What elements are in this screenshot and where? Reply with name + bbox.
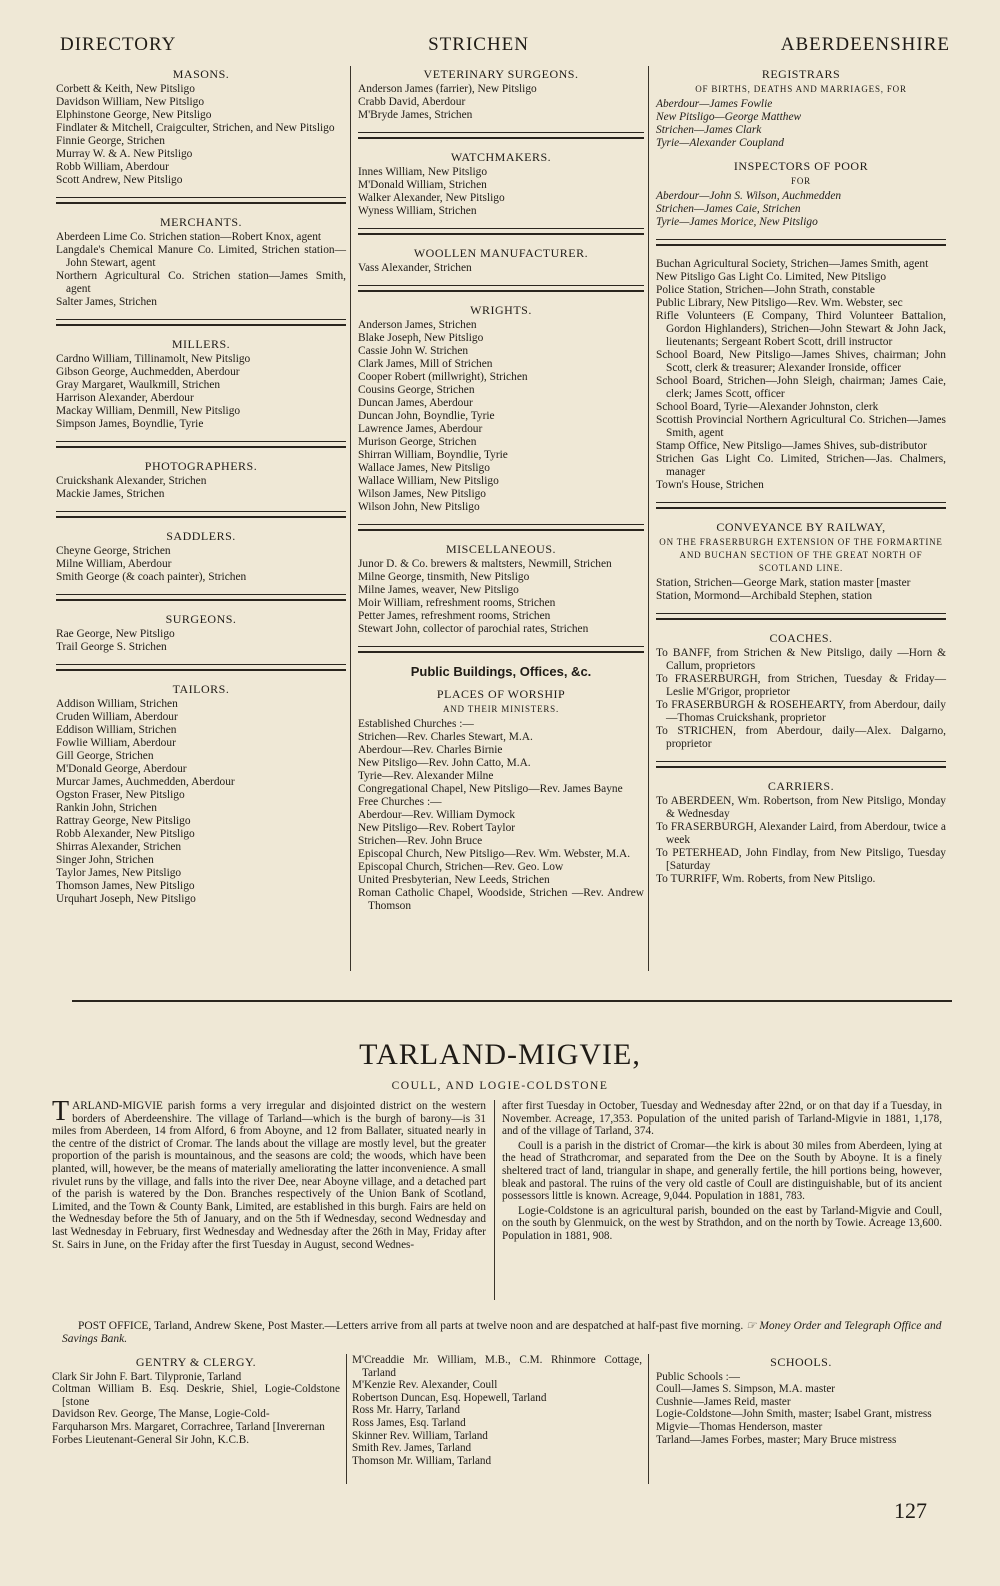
section-divider	[656, 239, 946, 246]
section-title: WATCHMAKERS.	[450, 150, 552, 164]
carrier-entry: To TURRIFF, Wm. Roberts, from New Pitsligo.	[656, 873, 876, 885]
directory-entry: Salter James, Strichen	[56, 296, 157, 308]
directory-entry: Anderson James, Strichen	[358, 319, 477, 331]
section-title: MASONS.	[172, 67, 230, 81]
gentry-entry: M'Creaddie Mr. William, M.B., C.M. Rhinmore Cottage, Tarland	[352, 1354, 642, 1379]
public-office-entry: Town's House, Strichen	[656, 479, 764, 491]
gentry-entry: Thomson Mr. William, Tarland	[352, 1454, 492, 1467]
directory-entry: Finnie George, Strichen	[56, 135, 165, 147]
gentry-column-2	[352, 1354, 642, 1467]
inspector-entry: Aberdour—John S. Wilson, Auchmedden	[656, 190, 842, 202]
tarland-paragraph-continued: after first Tuesday in October, Tuesday and Wednesday after 22nd, or on that day if a Tuesday, in November. Acreage, 17,353. Population of the united parish of Tarland-Migvie in 1881, 1,178, and of the village of Tarland, 374.	[502, 1100, 942, 1138]
post-office-notice	[62, 1320, 942, 1346]
directory-entry: Wallace James, New Pitsligo	[358, 462, 490, 474]
worship-subtitle: AND THEIR MINISTERS.	[442, 704, 560, 714]
school-entry: Cushnie—James Reid, master	[656, 1395, 791, 1408]
directory-entry: Cousins George, Strichen	[358, 384, 475, 396]
directory-entry: Taylor James, New Pitsligo	[56, 867, 182, 879]
directory-entry: Cruickshank Alexander, Strichen	[56, 475, 207, 487]
directory-entry: Stewart John, collector of parochial rates, Strichen	[358, 623, 589, 635]
railway-entry: Station, Strichen—George Mark, station master [master	[656, 577, 911, 589]
directory-entry: Rankin John, Strichen	[56, 802, 157, 814]
section-rule	[72, 1000, 952, 1002]
directory-entry: Wilson John, New Pitsligo	[358, 501, 480, 513]
gentry-title: GENTRY & CLERGY.	[135, 1355, 257, 1369]
worship-entry: Congregational Chapel, New Pitsligo—Rev. James Bayne	[358, 783, 623, 795]
public-office-entry: Strichen Gas Light Co. Limited, Strichen—Jas. Chalmers, manager	[656, 453, 946, 478]
directory-entry: Scott Andrew, New Pitsligo	[56, 174, 183, 186]
worship-entry: Strichen—Rev. John Bruce	[358, 835, 483, 847]
column-rule	[648, 1354, 649, 1484]
school-entry: Migvie—Thomas Henderson, master	[656, 1420, 823, 1433]
directory-entry: Lawrence James, Aberdour	[358, 423, 483, 435]
column-rule	[350, 66, 351, 971]
section-divider	[358, 646, 644, 653]
directory-entry: Thomson James, New Pitsligo	[56, 880, 195, 892]
public-office-entry: Buchan Agricultural Society, Strichen—James Smith, agent	[656, 258, 929, 270]
school-entry: Coull—James S. Simpson, M.A. master	[656, 1383, 836, 1396]
carrier-entry: To PETERHEAD, John Findlay, from New Pitsligo, Tuesday [Saturday	[656, 847, 946, 872]
section-title: MISCELLANEOUS.	[445, 542, 556, 556]
parish-title: TARLAND-MIGVIE,	[359, 1038, 641, 1071]
worship-entry: Roman Catholic Chapel, Woodside, Strichen —Rev. Andrew Thomson	[358, 887, 644, 912]
worship-entry: Aberdour—Rev. William Dymock	[358, 809, 516, 821]
directory-entry: Simpson James, Boyndlie, Tyrie	[56, 418, 204, 430]
section-divider	[56, 197, 346, 204]
worship-entry: Tyrie—Rev. Alexander Milne	[358, 770, 494, 782]
directory-entry: Corbett & Keith, New Pitsligo	[56, 83, 195, 95]
inspector-entry: Strichen—James Caie, Strichen	[656, 203, 801, 215]
section-divider	[56, 594, 346, 601]
public-buildings-heading: Public Buildings, Offices, &c.	[410, 664, 592, 679]
registrar-entry: Aberdour—James Fowlie	[656, 98, 773, 110]
worship-entry: Established Churches :—	[358, 718, 474, 730]
directory-entry: M'Donald William, Strichen	[358, 179, 487, 191]
column-rule	[648, 66, 649, 971]
section-divider	[358, 285, 644, 292]
directory-entry: Addison William, Strichen	[56, 698, 178, 710]
directory-entry: Aberdeen Lime Co. Strichen station—Robert Knox, agent	[56, 231, 322, 243]
section-title: PHOTOGRAPHERS.	[144, 459, 258, 473]
gentry-column-1	[52, 1354, 340, 1446]
directory-entry: Murray W. & A. New Pitsligo	[56, 148, 193, 160]
registrar-entry: Strichen—James Clark	[656, 124, 762, 136]
directory-entry: Rattray George, New Pitsligo	[56, 815, 191, 827]
schools-column	[656, 1354, 946, 1446]
header-right: ABERDEENSHIRE	[780, 34, 950, 55]
gentry-entry: Farquharson Mrs. Margaret, Corrachree, Tarland [Inverernan	[52, 1420, 325, 1433]
directory-entry: Moir William, refreshment rooms, Strichen	[358, 597, 556, 609]
directory-entry: Cooper Robert (millwright), Strichen	[358, 371, 528, 383]
gentry-entry: M'Kenzie Rev. Alexander, Coull	[352, 1379, 498, 1392]
directory-entry: Gibson George, Auchmedden, Aberdour	[56, 366, 240, 378]
public-office-entry: Public Library, New Pitsligo—Rev. Wm. Webster, sec	[656, 297, 903, 309]
directory-entry: Cruden William, Aberdour	[56, 711, 178, 723]
public-office-entry: New Pitsligo Gas Light Co. Limited, New Pitsligo	[656, 271, 887, 283]
directory-entry: Wyness William, Strichen	[358, 205, 477, 217]
gentry-entry: Robertson Duncan, Esq. Hopewell, Tarland	[352, 1391, 547, 1404]
directory-entry: M'Donald George, Aberdour	[56, 763, 187, 775]
gentry-entry: Davidson Rev. George, The Manse, Logie-Cold-	[52, 1408, 270, 1421]
directory-entry: Ogston Fraser, New Pitsligo	[56, 789, 185, 801]
coach-entry: To BANFF, from Strichen & New Pitsligo, daily —Horn & Callum, proprietors	[656, 647, 946, 672]
section-divider	[56, 441, 346, 448]
directory-entry: Petter James, refreshment rooms, Strichen	[358, 610, 551, 622]
public-office-entry: School Board, New Pitsligo—James Shives, chairman; John Scott, clerk & treasurer; Alexander Ironside, officer	[656, 349, 946, 374]
directory-entry: Cheyne George, Strichen	[56, 545, 171, 557]
public-office-entry: Scottish Provincial Northern Agricultural Co. Strichen—James Smith, agent	[656, 414, 946, 439]
directory-entry: Mackay William, Denmill, New Pitsligo	[56, 405, 241, 417]
directory-entry: Walker Alexander, New Pitsligo	[358, 192, 505, 204]
section-title: MERCHANTS.	[159, 215, 242, 229]
section-divider	[358, 228, 644, 235]
carrier-entry: To ABERDEEN, Wm. Robertson, from New Pitsligo, Monday & Wednesday	[656, 795, 946, 820]
section-title: VETERINARY SURGEONS.	[423, 67, 579, 81]
section-title: MILLERS.	[171, 337, 231, 351]
column-rule	[346, 1354, 347, 1484]
directory-entry: Urquhart Joseph, New Pitsligo	[56, 893, 196, 905]
worship-entry: Free Churches :—	[358, 796, 442, 808]
railway-title: CONVEYANCE BY RAILWAY,	[716, 520, 886, 534]
coach-entry: To STRICHEN, from Aberdour, daily—Alex. Dalgarno, proprietor	[656, 725, 946, 750]
section-divider	[358, 524, 644, 531]
column-trades-1	[56, 66, 346, 906]
carriers-title: CARRIERS.	[767, 779, 835, 793]
public-office-entry: Police Station, Strichen—John Strath, constable	[656, 284, 875, 296]
directory-entry: Innes William, New Pitsligo	[358, 166, 488, 178]
gentry-entry: Clark Sir John F. Bart. Tilypronie, Tarland	[52, 1370, 242, 1383]
parish-description-continued	[502, 1100, 942, 1245]
carrier-entry: To FRASERBURGH, Alexander Laird, from Aberdour, twice a week	[656, 821, 946, 846]
public-office-entry: School Board, Tyrie—Alexander Johnston, clerk	[656, 401, 879, 413]
section-divider	[56, 319, 346, 326]
section-divider	[656, 761, 946, 768]
public-office-entry: School Board, Strichen—John Sleigh, chairman; James Caie, clerk; James Scott, officer	[656, 375, 946, 400]
parish-description	[52, 1096, 486, 1253]
directory-entry: Milne James, weaver, New Pitsligo	[358, 584, 519, 596]
running-head	[60, 34, 950, 56]
registrars-title: REGISTRARS	[761, 67, 841, 81]
money-order-note: ☞ Money Order and Telegraph Office and Savings Bank.	[62, 1320, 942, 1345]
post-office-text: POST OFFICE, Tarland, Andrew Skene, Post Master.—Letters arrive from all parts at twelve noon and are despatched at half-past five morning.	[78, 1320, 744, 1332]
section-divider	[56, 511, 346, 518]
worship-title: PLACES OF WORSHIP	[436, 687, 566, 701]
directory-entry: Gray Margaret, Waulkmill, Strichen	[56, 379, 221, 391]
directory-entry: Cardno William, Tillinamolt, New Pitsligo	[56, 353, 251, 365]
worship-entry: United Presbyterian, New Leeds, Strichen	[358, 874, 550, 886]
directory-entry: Vass Alexander, Strichen	[358, 262, 472, 274]
section-divider	[656, 613, 946, 620]
directory-entry: Singer John, Strichen	[56, 854, 154, 866]
logie-coldstone-paragraph: Logie-Coldstone is an agricultural parish, bounded on the east by Tarland-Migvie and Coull, on the south by Glenmuick, on the west by Strathdon, and on the north by Towie. Acreage 13,600. Population in 1881, 908.	[502, 1204, 942, 1242]
directory-entry: M'Bryde James, Strichen	[358, 109, 473, 121]
registrars-subtitle: OF BIRTHS, DEATHS AND MARRIAGES, FOR	[695, 84, 907, 94]
coull-paragraph: Coull is a parish in the district of Cromar—the kirk is about 30 miles from Aberdeen, lying at the head of Strathcromar, and separated from the Dee on the South by Aboyne. It is a finely sheltered tract of land, triangular in shape, and generally fertile, the hill portions being, however, bleak and pastoral. The ruins of the very old castle of Coull are distinguishable, but of its ancient possessors little is known. Acreage, 9,044. Population in 1881, 783.	[502, 1139, 942, 1203]
directory-entry: Davidson William, New Pitsligo	[56, 96, 205, 108]
gentry-entry: Smith Rev. James, Tarland	[352, 1442, 472, 1455]
directory-entry: Duncan John, Boyndlie, Tyrie	[358, 410, 495, 422]
column-trades-2	[358, 66, 644, 913]
school-entry: Logie-Coldstone—John Smith, master; Isabel Grant, mistress	[656, 1408, 932, 1421]
directory-entry: Milne William, Aberdour	[56, 558, 172, 570]
registrar-entry: New Pitsligo—George Matthew	[656, 111, 802, 123]
worship-entry: Aberdour—Rev. Charles Birnie	[358, 744, 503, 756]
section-divider	[656, 502, 946, 509]
inspectors-subtitle: FOR	[791, 176, 811, 186]
column-public	[656, 66, 946, 886]
railway-subtitle: ON THE FRASERBURGH EXTENSION OF THE FORMARTINE AND BUCHAN SECTION OF THE GREAT NORTH OF SCOTLAND LINE.	[659, 537, 943, 573]
directory-entry: Langdale's Chemical Manure Co. Limited, Strichen station—John Stewart, agent	[56, 244, 346, 269]
schools-title: SCHOOLS.	[770, 1355, 832, 1369]
directory-entry: Rae George, New Pitsligo	[56, 628, 175, 640]
coach-entry: To FRASERBURGH, from Strichen, Tuesday & Friday—Leslie M'Grigor, proprietor	[656, 673, 946, 698]
directory-entry: Trail George S. Strichen	[56, 641, 167, 653]
directory-entry: Gill George, Strichen	[56, 750, 154, 762]
tarland-paragraph: ARLAND-MIGVIE parish forms a very irregular and disjointed district on the western borders of Aberdeenshire. The village of Tarland—which is the burgh of barony—is 31 miles from Aberdeen, 14 from Alford, 6 from Aboyne, and 12 from Ballater, situated nearly in the centre of the district of Cromar. The lands about the village are mostly level, but the greater proportion of the parish is mountainous, and the seasons are cold; the woods, which have been planted, will, however, be the means of materially ameliorating the latter inconvenience. A small rivulet runs by the village, and falls into the river Dee, near Aboyne village, and a detached part of the parish is watered by the Don. Branches respectively of the Union Bank of Scotland, Limited, and the Town & County Bank, Limited, are established in this burgh. Fairs are held on the Wednesday before the 5th of January, and on the 5th if Wednesday, second Wednesday and last Wednesday in February, first Wednesday and Wednesday after the 26th in May, Friday after St. Sairs in June, on the Friday after the first Tuesday in August, second Wednes-	[52, 1100, 486, 1251]
gentry-columns	[52, 1354, 952, 1514]
public-office-entry: Stamp Office, New Pitsligo—James Shives, sub-distributor	[656, 440, 927, 452]
gentry-entry: Skinner Rev. William, Tarland	[352, 1429, 488, 1442]
gentry-entry: Coltman William B. Esq. Deskrie, Shiel, Logie-Coldstone [stone	[52, 1383, 340, 1408]
directory-entry: Cassie John W. Strichen	[358, 345, 469, 357]
directory-entry: Shirras Alexander, Strichen	[56, 841, 182, 853]
section-title: WOOLLEN MANUFACTURER.	[413, 246, 589, 260]
section-title: WRIGHTS.	[470, 303, 532, 317]
directory-entry: Wilson James, New Pitsligo	[358, 488, 486, 500]
directory-entry: Blake Joseph, New Pitsligo	[358, 332, 484, 344]
section-title: SADDLERS.	[166, 529, 236, 543]
directory-entry: Duncan James, Aberdour	[358, 397, 473, 409]
inspector-entry: Tyrie—James Morice, New Pitsligo	[656, 216, 818, 228]
directory-entry: Murcar James, Auchmedden, Aberdour	[56, 776, 235, 788]
directory-entry: Findlater & Mitchell, Craigculter, Strichen, and New Pitsligo	[56, 122, 335, 134]
page-number: 127	[894, 1498, 927, 1523]
directory-entry: Mackie James, Strichen	[56, 488, 165, 500]
directory-entry: Anderson James (farrier), New Pitsligo	[358, 83, 537, 95]
directory-entry: Northern Agricultural Co. Strichen station—James Smith, agent	[56, 270, 346, 295]
drop-cap: T	[52, 1096, 70, 1127]
coach-entry: To FRASERBURGH & ROSEHEARTY, from Aberdour, daily—Thomas Cruickshank, proprietor	[656, 699, 946, 724]
worship-entry: New Pitsligo—Rev. John Catto, M.A.	[358, 757, 531, 769]
registrar-entry: Tyrie—Alexander Coupland	[656, 137, 784, 149]
worship-entry: Episcopal Church, New Pitsligo—Rev. Wm. Webster, M.A.	[358, 848, 631, 860]
gentry-entry: Ross James, Esq. Tarland	[352, 1416, 466, 1429]
coaches-title: COACHES.	[769, 631, 833, 645]
column-rule	[494, 1100, 495, 1300]
section-divider	[358, 132, 644, 139]
directory-entry: Robb William, Aberdour	[56, 161, 169, 173]
parish-subtitle: COULL, AND LOGIE-COLDSTONE	[391, 1080, 609, 1092]
gentry-entry: Ross Mr. Harry, Tarland	[352, 1404, 460, 1417]
directory-entry: Murison George, Strichen	[358, 436, 477, 448]
directory-entry: Fowlie William, Aberdour	[56, 737, 176, 749]
header-center: STRICHEN	[428, 34, 529, 55]
directory-entry: Crabb David, Aberdour	[358, 96, 466, 108]
worship-entry: Strichen—Rev. Charles Stewart, M.A.	[358, 731, 533, 743]
gentry-entry: Forbes Lieutenant-General Sir John, K.C.B.	[52, 1433, 249, 1446]
directory-entry: Junor D. & Co. brewers & maltsters, Newmill, Strichen	[358, 558, 612, 570]
section-divider	[56, 664, 346, 671]
directory-columns	[52, 66, 952, 986]
worship-entry: New Pitsligo—Rev. Robert Taylor	[358, 822, 516, 834]
directory-entry: Eddison William, Strichen	[56, 724, 177, 736]
railway-entry: Station, Mormond—Archibald Stephen, station	[656, 590, 873, 602]
directory-entry: Shirran William, Boyndlie, Tyrie	[358, 449, 508, 461]
directory-entry: Smith George (& coach painter), Strichen	[56, 571, 247, 583]
directory-entry: Clark James, Mill of Strichen	[358, 358, 493, 370]
school-entry: Tarland—James Forbes, master; Mary Bruce mistress	[656, 1433, 897, 1446]
public-office-entry: Rifle Volunteers (E Company, Third Volunteer Battalion, Gordon Highlanders), Strichen—John Stewart & John Jack, lieutenants; Sergeant Robert Scott, drill instructor	[656, 310, 946, 348]
section-title: SURGEONS.	[165, 612, 237, 626]
worship-entry: Episcopal Church, Strichen—Rev. Geo. Low	[358, 861, 564, 873]
inspectors-title: INSPECTORS OF POOR	[733, 159, 869, 173]
directory-entry: Elphinstone George, New Pitsligo	[56, 109, 212, 121]
directory-entry: Wallace William, New Pitsligo	[358, 475, 499, 487]
directory-entry: Harrison Alexander, Aberdour	[56, 392, 194, 404]
directory-entry: Milne George, tinsmith, New Pitsligo	[358, 571, 530, 583]
header-left: DIRECTORY	[60, 34, 177, 55]
directory-entry: Robb Alexander, New Pitsligo	[56, 828, 195, 840]
section-title: TAILORS.	[172, 682, 230, 696]
school-entry: Public Schools :—	[656, 1370, 740, 1383]
